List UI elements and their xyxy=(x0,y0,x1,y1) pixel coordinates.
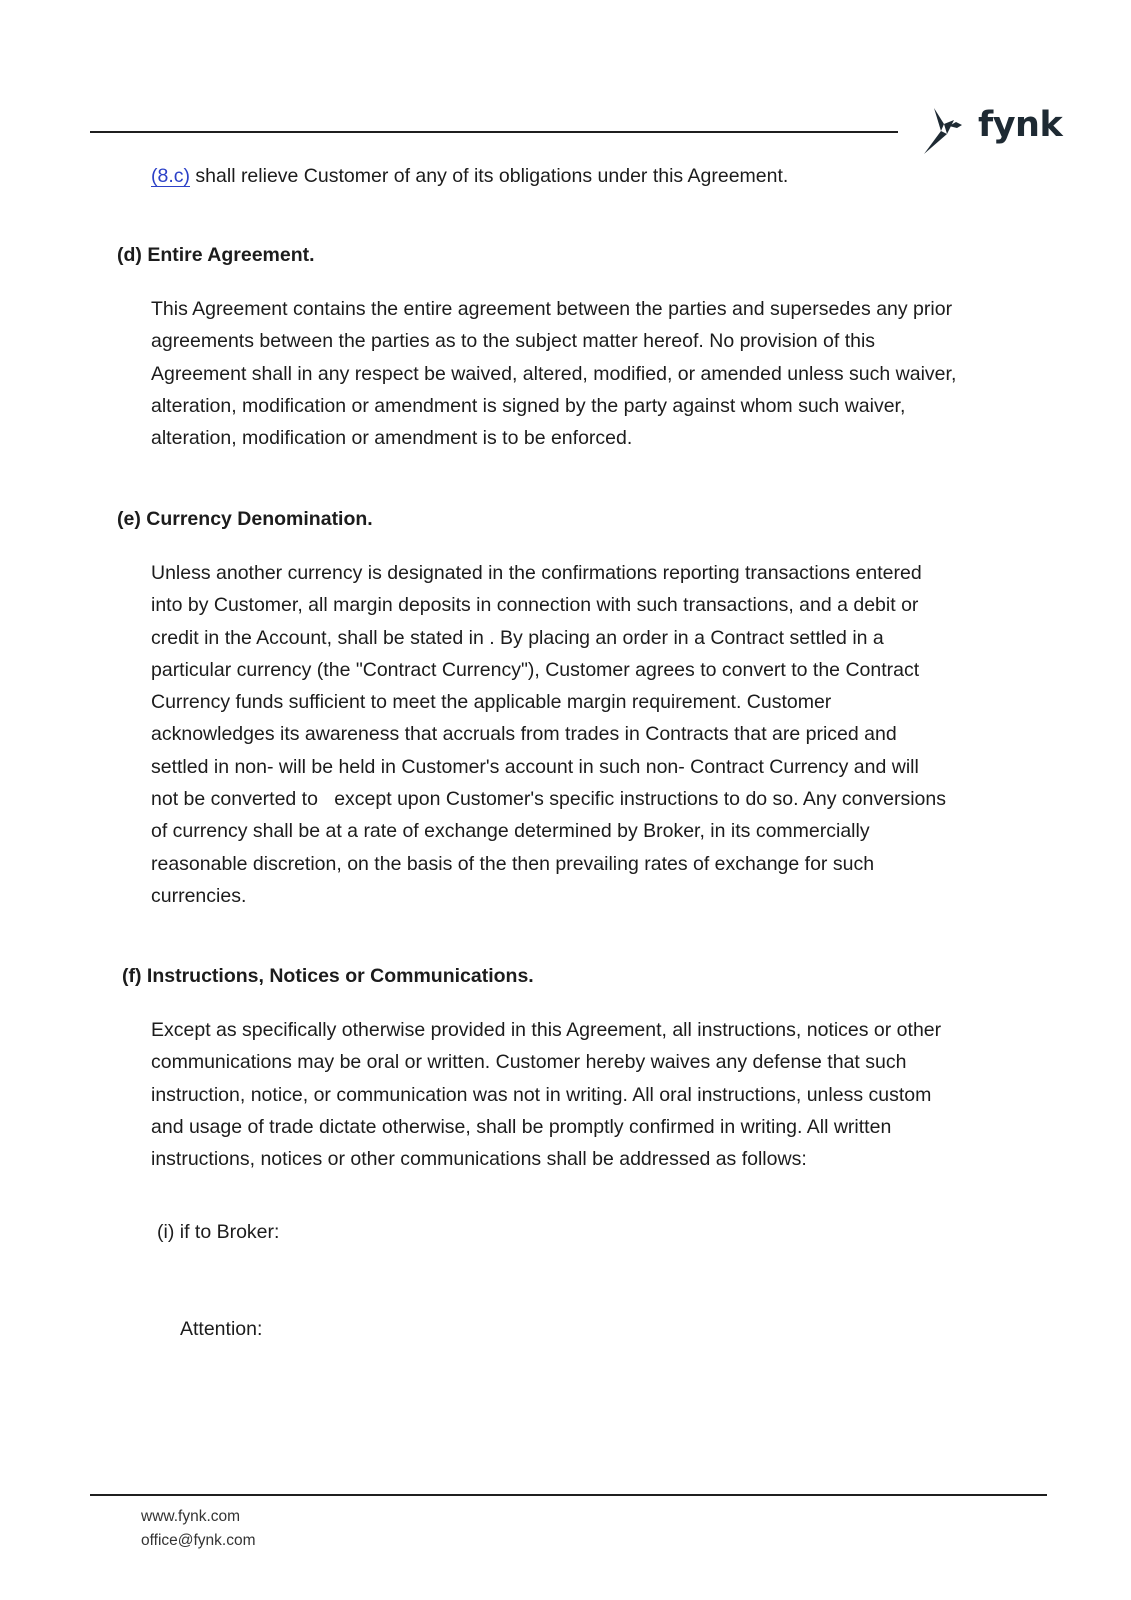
body-line: reasonable discretion, on the basis of the then prevailing rates of exchange for such xyxy=(151,852,875,875)
body-line: Except as specifically otherwise provided in this Agreement, all instructions, notices or other xyxy=(151,1019,942,1041)
section-heading-f xyxy=(122,963,534,989)
section-body-e xyxy=(151,557,946,912)
body-line: particular currency (the "Contract Currency"), Customer agrees to convert to the Contract xyxy=(151,658,920,681)
section-title: Currency Denomination. xyxy=(146,508,373,530)
header-divider xyxy=(90,131,898,133)
section-title: Entire Agreement. xyxy=(147,244,315,266)
body-line: of currency shall be at a rate of exchange determined by Broker, in its commercially xyxy=(151,820,870,843)
continuation-text: shall relieve Customer of any of its obligations under this Agreement. xyxy=(190,165,789,187)
body-line: instruction, notice, or communication was not in writing. All oral instructions, unless custom xyxy=(151,1083,932,1106)
body-line: into by Customer, all margin deposits in connection with such transactions, and a debit or xyxy=(151,594,919,617)
section-body-d xyxy=(151,293,956,454)
footer-email[interactable]: office@fynk.com xyxy=(141,1532,256,1549)
body-line: agreements between the parties as to the subject matter hereof. No provision of this xyxy=(151,330,876,353)
section-body-f xyxy=(151,1014,941,1175)
footer-website[interactable]: www.fynk.com xyxy=(141,1508,241,1525)
section-label: (e) xyxy=(117,508,141,530)
body-line: currencies. xyxy=(151,884,247,907)
brand-logo xyxy=(920,104,1062,160)
body-line: alteration, modification or amendment is to be enforced. xyxy=(151,427,633,450)
body-line: Agreement shall in any respect be waived, altered, modified, or amended unless such waiver, xyxy=(151,362,957,385)
section-label: (d) xyxy=(117,244,142,266)
body-line: instructions, notices or other communications shall be addressed as follows: xyxy=(151,1148,807,1171)
fynk-bird-logo-icon xyxy=(920,104,976,160)
continuation-line xyxy=(151,160,788,192)
body-line: communications may be oral or written. Customer hereby waives any defense that such xyxy=(151,1051,907,1074)
body-line: acknowledges its awareness that accruals from trades in Contracts that are priced and xyxy=(151,723,897,746)
body-line: Unless another currency is designated in the confirmations reporting transactions entered xyxy=(151,562,922,584)
footer-divider xyxy=(90,1494,1047,1496)
body-line: Currency funds sufficient to meet the applicable margin requirement. Customer xyxy=(151,691,832,714)
body-line: and usage of trade dictate otherwise, shall be promptly confirmed in writing. All written xyxy=(151,1115,892,1138)
body-line: This Agreement contains the entire agreement between the parties and supersedes any prior xyxy=(151,298,953,320)
body-line: settled in non- will be held in Customer's account in such non- Contract Currency and will xyxy=(151,755,919,778)
brand-name: fynk xyxy=(978,105,1063,145)
body-line: credit in the Account, shall be stated in . By placing an order in a Contract settled in a xyxy=(151,626,884,649)
body-line: not be converted to except upon Customer's specific instructions to do so. Any conversions xyxy=(151,788,946,811)
attention-label: Attention: xyxy=(180,1318,263,1340)
section-heading-e xyxy=(117,506,373,532)
broker-address-item: (i) if to Broker: xyxy=(157,1221,280,1243)
section-title: Instructions, Notices or Communications. xyxy=(146,965,534,987)
section-heading-d xyxy=(117,242,315,268)
section-label: (f) xyxy=(122,965,142,987)
body-line: alteration, modification or amendment is signed by the party against whom such waiver, xyxy=(151,394,906,417)
section-reference-link[interactable]: (8.c) xyxy=(151,165,190,187)
